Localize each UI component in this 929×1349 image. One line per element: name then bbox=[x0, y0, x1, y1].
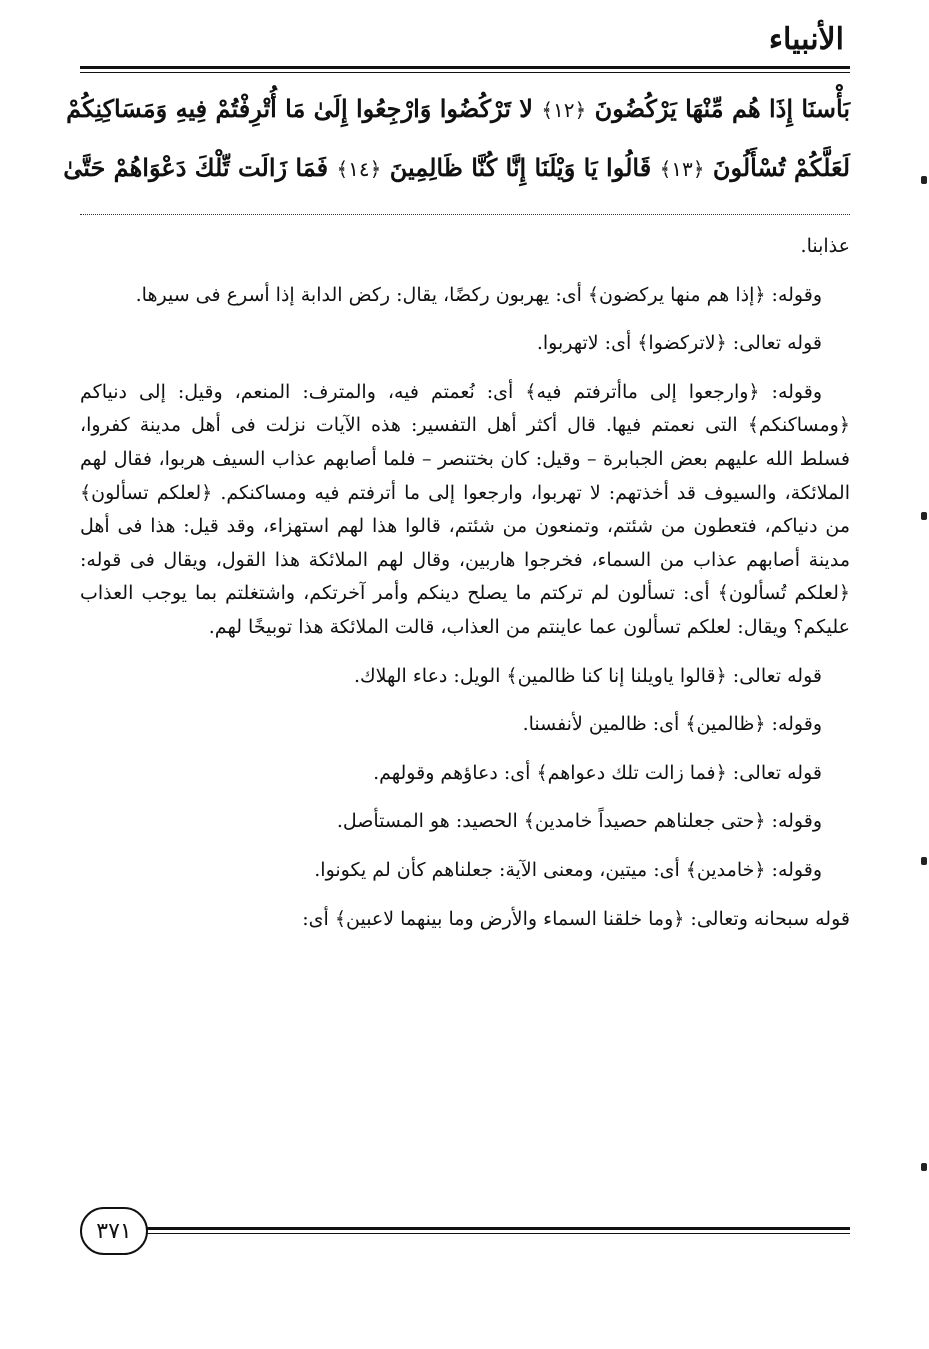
commentary-paragraph: وقوله: ﴿ظالمين﴾ أى: ظالمين لأنفسنا. bbox=[522, 713, 822, 736]
tafsir-commentary bbox=[80, 230, 850, 951]
verse-text: بَأْسنَا إِذَا هُم مِّنْهَا يَرْكُضُونَ bbox=[594, 94, 850, 123]
margin-mark bbox=[921, 512, 927, 520]
commentary-paragraph: وقوله: ﴿خامدين﴾ أى: ميتين، ومعنى الآية: جعلناهم كأن لم يكونوا. bbox=[314, 858, 822, 881]
margin-mark bbox=[921, 1163, 927, 1171]
verse-text: لَعَلَّكُمْ تُسْأَلُونَ bbox=[712, 153, 850, 182]
verse-number: ﴿١٤﴾ bbox=[336, 157, 382, 181]
verse-text: لا تَرْكُضُوا وَارْجِعُوا إِلَىٰ مَا أُتْرِفْتُمْ فِيهِ وَمَسَاكِنِكُمْ bbox=[66, 94, 533, 123]
commentary-paragraph: قوله تعالى: ﴿قالوا ياويلنا إنا كنا ظالمين﴾ الويل: دعاء الهلاك. bbox=[353, 664, 822, 687]
header-rule-thick bbox=[80, 66, 850, 69]
footer-rule-thick bbox=[145, 1227, 850, 1230]
commentary-paragraph: وقوله: ﴿إذا هم منها يركضون﴾ أى: يهربون ركضًا، يقال: ركض الدابة إذا أسرع فى سيرها. bbox=[135, 283, 822, 306]
verse-line-1 bbox=[66, 80, 850, 139]
verse-number: ﴿١٣﴾ bbox=[659, 157, 705, 181]
commentary-paragraph: قوله سبحانه وتعالى: ﴿وما خلقنا السماء والأرض وما بينهما لاعبين﴾ أى: bbox=[302, 907, 850, 930]
margin-mark bbox=[921, 857, 927, 865]
margin-mark bbox=[921, 176, 927, 184]
verses-separator bbox=[80, 214, 850, 215]
verse-text: قَالُوا يَا وَيْلَنَا إِنَّا كُنَّا ظَالِمِينَ bbox=[389, 153, 652, 182]
commentary-paragraph: قوله تعالى: ﴿لاتركضوا﴾ أى: لاتهربوا. bbox=[536, 332, 822, 355]
verse-line-2 bbox=[63, 139, 850, 198]
verse-text: فَمَا زَالَت تِّلْكَ دَعْوَاهُمْ حَتَّىٰ bbox=[63, 153, 329, 182]
verse-number: ﴿١٢﴾ bbox=[541, 98, 587, 122]
footer-rule-thin bbox=[145, 1233, 850, 1234]
quran-verses-block bbox=[63, 80, 850, 198]
page-number: ٣٧١ bbox=[80, 1207, 148, 1255]
commentary-paragraph: قوله تعالى: ﴿فما زالت تلك دعواهم﴾ أى: دعاؤهم وقولهم. bbox=[373, 761, 822, 784]
commentary-paragraph: عذابنا. bbox=[800, 235, 850, 257]
page-header-title: الأنبياء bbox=[768, 22, 844, 57]
commentary-paragraph: وقوله: ﴿حتى جعلناهم حصيداً خامدين﴾ الحصيد: هو المستأصل. bbox=[336, 810, 822, 833]
header-rule-thin bbox=[80, 72, 850, 73]
commentary-paragraph: وقوله: ﴿وارجعوا إلى ماأترفتم فيه﴾ أى: نُعمتم فيه، والمترف: المنعم، وقيل: إلى دنياكم ﴿ومساكنكم﴾ التى نعمتم فيها. قال أكثر أهل التفسير: هذه الآيات نزلت فى أهل مدينة كفروا، فسلط الله عليهم بعض الجبابرة – وقيل: كان بختنصر – فلما أصابهم عذاب السيف هربوا، فقال لهم الملائكة، والسيوف قد أخذتهم: لا تهربوا، وارجعوا إلى ما أترفتم فيه ومساكنكم. ﴿لعلكم تسألون﴾ من دنياكم، فتعطون من شئتم، وتمنعون من شئتم، قالوا هذا لهم استهزاء، وقد قيل: هذا فى أهل مدينة أصابهم عذاب من السماء، فخرجوا هاربين، وقال لهم الملائكة هذا القول، ويقال فى قوله: ﴿لعلكم تُسألون﴾ أى: تسألون لم تركتم ما يصلح دينكم وأمر آخرتكم، واشتغلتم بما يوجب العذاب عليكم؟ ويقال: لعلكم تسألون عما عاينتم من العذاب، قالت الملائكة هذا توبيخًا لهم. bbox=[80, 380, 850, 638]
